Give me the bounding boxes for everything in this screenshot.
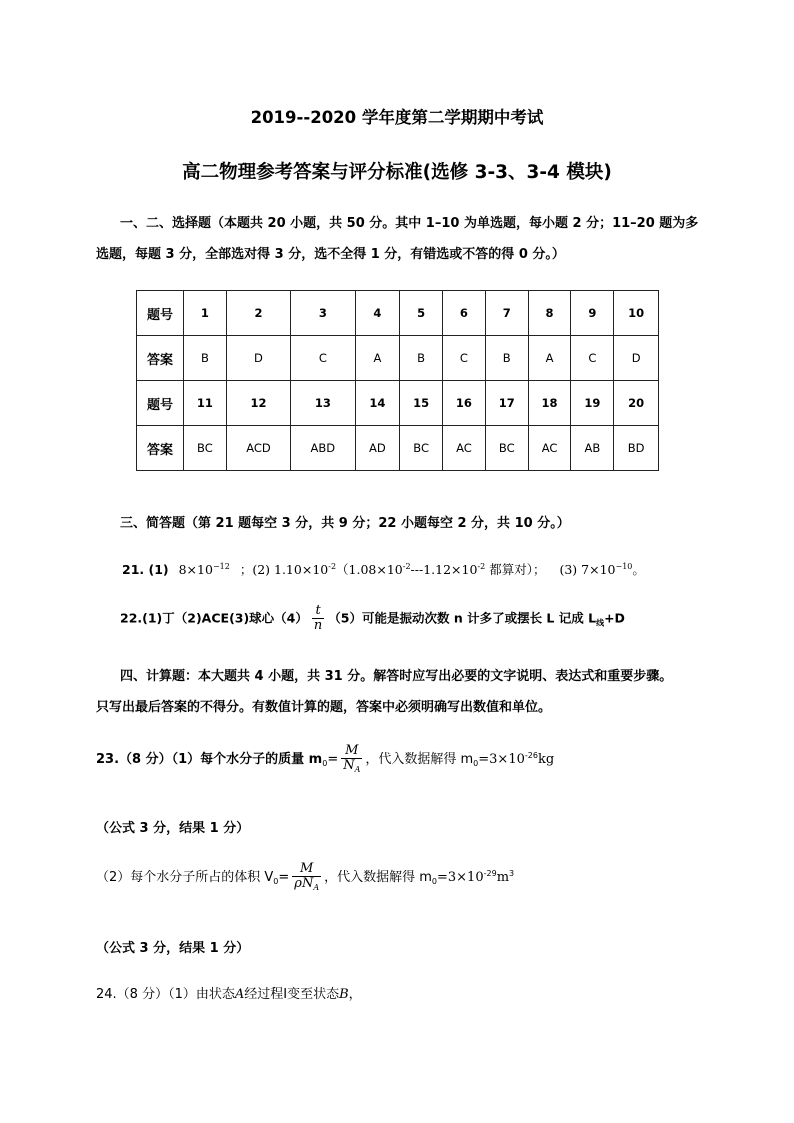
- q23-part2: （2）每个水分子所占的体积 $V_0=$ $\frac{M}{\rho N_A}$ ，代入数据解得 $m_0=3\times 10^{-29}m^3$: [96, 861, 515, 893]
- table-cell: 6: [443, 291, 486, 336]
- table-cell: ABD: [291, 426, 355, 471]
- exam-title: 2019--2020 学年度第二学期期中考试: [250, 108, 544, 127]
- table-cell: 1: [184, 291, 227, 336]
- table-cell: B: [400, 336, 443, 381]
- q23-score-2: （公式 3 分，结果 1 分）: [96, 941, 250, 956]
- answer-label-cell: 答案: [137, 336, 184, 381]
- table-cell: 2: [226, 291, 290, 336]
- question-label-cell: 题号: [137, 381, 184, 426]
- table-cell: C: [291, 336, 355, 381]
- q22-answer: 22.(1)丁（2)ACE(3)球心（4） $\frac{t}{n}$ （5）可能是振动次数 n 计多了或摆长 L 记成 $L_线+D$: [120, 603, 625, 634]
- section3-heading: 三、简答题（第 21 题每空 3 分，共 9 分；22 小题每空 2 分，共 10 分。）: [120, 516, 570, 531]
- table-cell: 20: [614, 381, 659, 426]
- q21-answer-1: $8\times 10^{-12}$: [178, 562, 230, 577]
- table-cell: 10: [614, 291, 659, 336]
- table-cell: 18: [528, 381, 571, 426]
- table-cell: BD: [614, 426, 659, 471]
- table-cell: 9: [571, 291, 614, 336]
- table-cell: A: [528, 336, 571, 381]
- q23-score-1: （公式 3 分，结果 1 分）: [96, 821, 250, 836]
- table-cell: 17: [485, 381, 528, 426]
- q23-part1: 23.（8 分）（1）每个水分子的质量 $m_0=$ $\frac{M}{N_A}$ ，代入数据解得 $m_0=3\times 10^{-26}kg$: [96, 743, 555, 775]
- table-cell: AC: [528, 426, 571, 471]
- q21-answer-2: ；(2) $1.10\times 10^{-2}(1.08\times 10^{-2}---1.12\times 10^{-2}$ 都算对）；: [239, 562, 546, 577]
- q24-intro: 24.（8 分）（1）由状态A经过程Ⅰ变至状态B，: [96, 987, 362, 1002]
- table-cell: AD: [355, 426, 400, 471]
- answer-table: [136, 290, 659, 471]
- table-cell: 13: [291, 381, 355, 426]
- table-cell: ACD: [226, 426, 290, 471]
- section4-line1: 四、计算题：本大题共 4 小题，共 31 分。解答时应写出必要的文字说明、表达式和重要步骤。: [120, 669, 673, 684]
- q21-answer-3: (3) $7\times 10^{-10}$。: [559, 562, 645, 577]
- table-row-answers-1: [137, 336, 659, 381]
- table-cell: A: [355, 336, 400, 381]
- table-cell: C: [571, 336, 614, 381]
- table-row-answers-2: [137, 426, 659, 471]
- table-cell: D: [614, 336, 659, 381]
- answer-label-cell: 答案: [137, 426, 184, 471]
- q21-label: 21. (1): [122, 562, 169, 577]
- table-cell: 8: [528, 291, 571, 336]
- table-cell: D: [226, 336, 290, 381]
- section4-line2: 只写出最后答案的不得分。有数值计算的题，答案中必须明确写出数值和单位。: [96, 700, 552, 715]
- section1-line1: 一、二、选择题（本题共 20 小题，共 50 分。其中 1–10 为单选题，每小题 2 分；11–20 题为多: [120, 216, 699, 231]
- t-over-n-fraction: $\frac{t}{n}$: [313, 603, 323, 634]
- table-cell: BC: [485, 426, 528, 471]
- table-cell: B: [485, 336, 528, 381]
- answer-key-subtitle: 高二物理参考答案与评分标准(选修 3-3、3-4 模块): [182, 162, 612, 183]
- table-cell: 19: [571, 381, 614, 426]
- table-cell: B: [184, 336, 227, 381]
- table-cell: 12: [226, 381, 290, 426]
- table-row-questions-2: [137, 381, 659, 426]
- table-cell: AB: [571, 426, 614, 471]
- question-label-cell: 题号: [137, 291, 184, 336]
- table-cell: 3: [291, 291, 355, 336]
- table-cell: 14: [355, 381, 400, 426]
- table-cell: 11: [184, 381, 227, 426]
- table-cell: C: [443, 336, 486, 381]
- table-cell: 16: [443, 381, 486, 426]
- q21-answer: [122, 560, 645, 578]
- table-cell: AC: [443, 426, 486, 471]
- m-over-na-fraction: $\frac{M}{N_A}$: [343, 743, 361, 775]
- table-row-questions-1: [137, 291, 659, 336]
- table-cell: BC: [184, 426, 227, 471]
- section1-line2: 选题，每题 3 分，全部选对得 3 分，选不全得 1 分，有错选或不答的得 0 分。）: [96, 247, 565, 262]
- table-cell: 15: [400, 381, 443, 426]
- table-cell: BC: [400, 426, 443, 471]
- m-over-rho-na-fraction: $\frac{M}{\rho N_A}$: [294, 861, 320, 893]
- table-cell: 7: [485, 291, 528, 336]
- table-cell: 5: [400, 291, 443, 336]
- table-cell: 4: [355, 291, 400, 336]
